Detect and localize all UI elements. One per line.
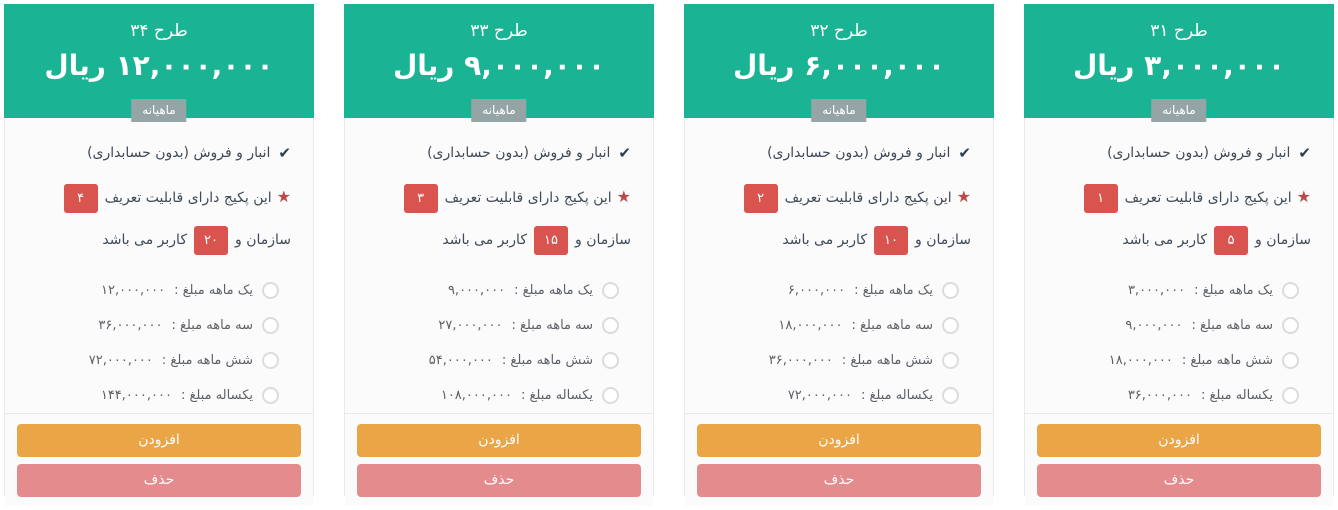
billing-option-annual[interactable]	[361, 378, 619, 413]
feature-capacity	[361, 176, 631, 261]
org-count-badge: ۲	[744, 184, 778, 213]
star-icon: ★	[956, 187, 971, 206]
feature-capacity	[701, 176, 971, 261]
plan-price: ۱۲,۰۰۰,۰۰۰ ریال	[44, 49, 274, 82]
card-header	[344, 4, 654, 118]
capacity-text-1: این پکیج دارای قابلیت تعریف	[444, 190, 612, 206]
billing-options	[1041, 273, 1311, 413]
add-button[interactable]: افزودن	[357, 424, 641, 457]
radio-button[interactable]	[262, 352, 279, 369]
delete-button[interactable]: حذف	[357, 464, 641, 497]
period-badge: ماهیانه	[1151, 99, 1206, 122]
option-amount: ۶,۰۰۰,۰۰۰	[787, 283, 846, 298]
option-amount: ۱۲,۰۰۰,۰۰۰	[100, 283, 166, 298]
option-amount: ۱۸,۰۰۰,۰۰۰	[778, 318, 843, 333]
period-badge: ماهیانه	[811, 99, 866, 122]
option-label: سه ماهه مبلغ :	[1191, 318, 1273, 333]
option-amount: ۱۰۸,۰۰۰,۰۰۰	[440, 388, 512, 403]
radio-button[interactable]	[602, 387, 619, 404]
card-footer	[685, 413, 993, 506]
card-body	[1025, 118, 1333, 413]
star-icon: ★	[1296, 187, 1311, 206]
billing-option-semiannual[interactable]	[1041, 343, 1299, 378]
billing-option-monthly[interactable]	[1041, 273, 1299, 308]
feature-inventory	[361, 142, 631, 164]
delete-button[interactable]: حذف	[697, 464, 981, 497]
radio-button[interactable]	[262, 387, 279, 404]
capacity-text-1: این پکیج دارای قابلیت تعریف	[1124, 190, 1292, 206]
feature-inventory	[21, 142, 291, 164]
option-label: یکساله مبلغ :	[860, 388, 933, 403]
user-count-badge: ۱۵	[534, 226, 568, 255]
option-amount: ۳,۰۰۰,۰۰۰	[1127, 283, 1186, 298]
capacity-text-1: این پکیج دارای قابلیت تعریف	[784, 190, 952, 206]
option-amount: ۹,۰۰۰,۰۰۰	[1125, 318, 1183, 333]
billing-options	[361, 273, 631, 413]
radio-button[interactable]	[942, 352, 959, 369]
feature-inventory-label: انبار و فروش (بدون حسابداری)	[767, 145, 951, 161]
check-icon: ✔	[278, 144, 291, 162]
option-amount: ۱۴۴,۰۰۰,۰۰۰	[100, 388, 172, 403]
option-label: سه ماهه مبلغ :	[171, 318, 253, 333]
option-label: شش ماهه مبلغ :	[161, 353, 253, 368]
card-footer	[1025, 413, 1333, 506]
billing-options	[21, 273, 291, 413]
option-amount: ۷۲,۰۰۰,۰۰۰	[88, 353, 153, 368]
add-button[interactable]: افزودن	[697, 424, 981, 457]
billing-options	[701, 273, 971, 413]
plan-title: طرح ۳۳	[470, 21, 528, 41]
card-header	[684, 4, 994, 118]
radio-button[interactable]	[1282, 387, 1299, 404]
capacity-text-2: سازمان و	[914, 232, 971, 248]
check-icon: ✔	[958, 144, 971, 162]
billing-option-annual[interactable]	[701, 378, 959, 413]
option-label: شش ماهه مبلغ :	[501, 353, 593, 368]
radio-button[interactable]	[602, 352, 619, 369]
option-label: یکساله مبلغ :	[520, 388, 593, 403]
card-body	[685, 118, 993, 413]
pricing-card	[344, 4, 654, 496]
option-amount: ۳۶,۰۰۰,۰۰۰	[768, 353, 833, 368]
option-amount: ۳۶,۰۰۰,۰۰۰	[98, 318, 163, 333]
radio-button[interactable]	[602, 317, 619, 334]
billing-option-quarterly[interactable]	[21, 308, 279, 343]
billing-option-semiannual[interactable]	[21, 343, 279, 378]
billing-option-quarterly[interactable]	[361, 308, 619, 343]
radio-button[interactable]	[1282, 317, 1299, 334]
add-button[interactable]: افزودن	[17, 424, 301, 457]
user-count-badge: ۱۰	[874, 226, 908, 255]
feature-capacity	[21, 176, 291, 261]
option-amount: ۲۷,۰۰۰,۰۰۰	[438, 318, 503, 333]
option-label: یک ماهه مبلغ :	[854, 283, 933, 298]
plan-title: طرح ۳۲	[810, 21, 868, 41]
option-label: یک ماهه مبلغ :	[514, 283, 593, 298]
org-count-badge: ۳	[404, 184, 438, 213]
radio-button[interactable]	[942, 282, 959, 299]
star-icon: ★	[616, 187, 631, 206]
plan-price: ۶,۰۰۰,۰۰۰ ریال	[732, 49, 946, 82]
check-icon: ✔	[618, 144, 631, 162]
pricing-card	[684, 4, 994, 496]
radio-button[interactable]	[942, 387, 959, 404]
option-amount: ۳۶,۰۰۰,۰۰۰	[1127, 388, 1192, 403]
card-footer	[5, 413, 313, 506]
option-label: یک ماهه مبلغ :	[174, 283, 253, 298]
billing-option-monthly[interactable]	[21, 273, 279, 308]
billing-option-quarterly[interactable]	[1041, 308, 1299, 343]
option-amount: ۷۲,۰۰۰,۰۰۰	[787, 388, 852, 403]
feature-capacity	[1041, 176, 1311, 261]
capacity-text-3: کاربر می باشد	[782, 232, 867, 248]
capacity-text-2: سازمان و	[234, 232, 291, 248]
option-label: سه ماهه مبلغ :	[511, 318, 593, 333]
option-label: یکساله مبلغ :	[1200, 388, 1273, 403]
option-amount: ۵۴,۰۰۰,۰۰۰	[428, 353, 493, 368]
radio-button[interactable]	[262, 317, 279, 334]
option-label: یک ماهه مبلغ :	[1194, 283, 1273, 298]
feature-inventory	[701, 142, 971, 164]
plan-title: طرح ۳۴	[130, 21, 188, 41]
radio-button[interactable]	[1282, 282, 1299, 299]
feature-inventory-label: انبار و فروش (بدون حسابداری)	[427, 145, 611, 161]
card-header	[4, 4, 314, 118]
card-footer	[345, 413, 653, 506]
billing-option-monthly[interactable]	[701, 273, 959, 308]
period-badge: ماهیانه	[471, 99, 526, 122]
card-body	[345, 118, 653, 413]
billing-option-monthly[interactable]	[361, 273, 619, 308]
plan-price: ۹,۰۰۰,۰۰۰ ریال	[392, 49, 606, 82]
delete-button[interactable]: حذف	[1037, 464, 1321, 497]
pricing-card	[1024, 4, 1334, 496]
radio-button[interactable]	[602, 282, 619, 299]
billing-option-annual[interactable]	[21, 378, 279, 413]
feature-inventory-label: انبار و فروش (بدون حسابداری)	[1107, 145, 1291, 161]
option-label: شش ماهه مبلغ :	[1181, 353, 1273, 368]
capacity-text-3: کاربر می باشد	[442, 232, 527, 248]
capacity-text-2: سازمان و	[574, 232, 631, 248]
capacity-text-3: کاربر می باشد	[1122, 232, 1207, 248]
check-icon: ✔	[1298, 144, 1311, 162]
card-body	[5, 118, 313, 413]
billing-option-quarterly[interactable]	[701, 308, 959, 343]
card-header	[1024, 4, 1334, 118]
pricing-card	[4, 4, 314, 496]
org-count-badge: ۴	[64, 184, 98, 213]
option-label: سه ماهه مبلغ :	[851, 318, 933, 333]
period-badge: ماهیانه	[131, 99, 186, 122]
billing-option-semiannual[interactable]	[701, 343, 959, 378]
option-amount: ۹,۰۰۰,۰۰۰	[447, 283, 506, 298]
radio-button[interactable]	[262, 282, 279, 299]
billing-option-annual[interactable]	[1041, 378, 1299, 413]
capacity-text-3: کاربر می باشد	[102, 232, 187, 248]
user-count-badge: ۵	[1214, 226, 1248, 255]
org-count-badge: ۱	[1084, 184, 1118, 213]
capacity-text-2: سازمان و	[1254, 232, 1311, 248]
capacity-text-1: این پکیج دارای قابلیت تعریف	[104, 190, 272, 206]
add-button[interactable]: افزودن	[1037, 424, 1321, 457]
radio-button[interactable]	[1282, 352, 1299, 369]
user-count-badge: ۲۰	[194, 226, 228, 255]
feature-inventory-label: انبار و فروش (بدون حسابداری)	[87, 145, 271, 161]
option-label: یکساله مبلغ :	[180, 388, 253, 403]
option-amount: ۱۸,۰۰۰,۰۰۰	[1108, 353, 1173, 368]
radio-button[interactable]	[942, 317, 959, 334]
billing-option-semiannual[interactable]	[361, 343, 619, 378]
star-icon: ★	[276, 187, 291, 206]
plan-title: طرح ۳۱	[1150, 21, 1208, 41]
delete-button[interactable]: حذف	[17, 464, 301, 497]
feature-inventory	[1041, 142, 1311, 164]
plan-price: ۳,۰۰۰,۰۰۰ ریال	[1072, 49, 1286, 82]
option-label: شش ماهه مبلغ :	[841, 353, 933, 368]
